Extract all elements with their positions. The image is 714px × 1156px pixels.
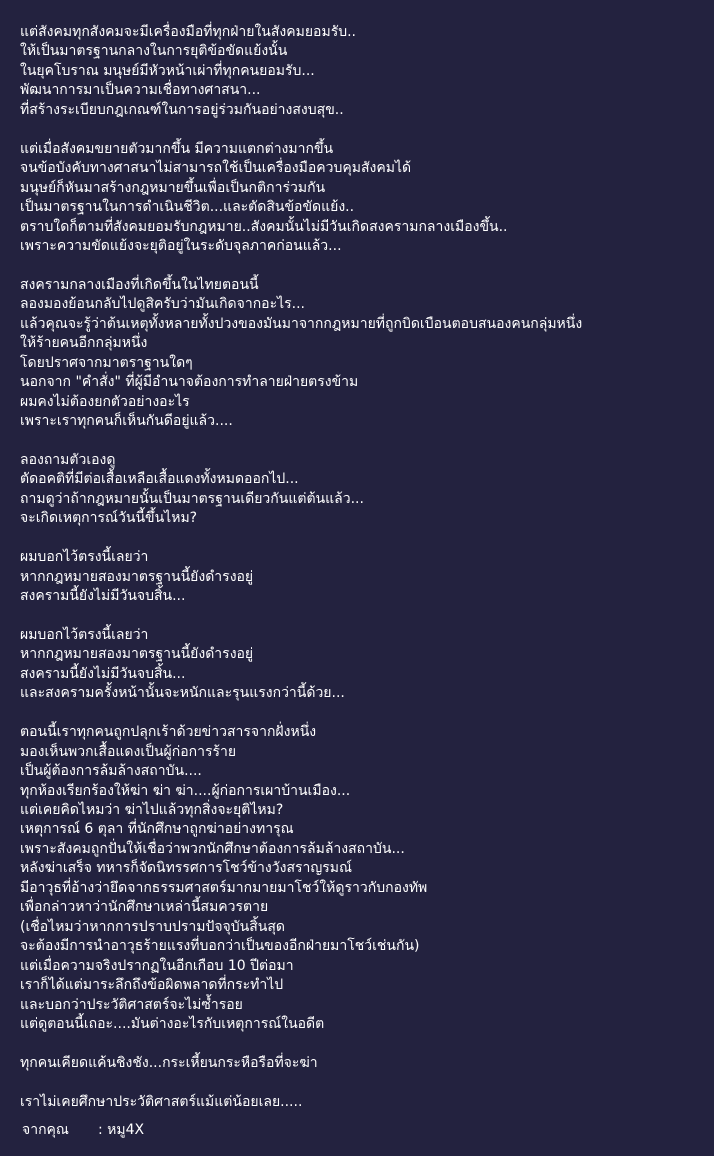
post-line: เป็นผู้ต้องการล้มล้างสถาบัน.... [20, 763, 202, 780]
post-signature [22, 1121, 144, 1140]
post-line: ทุกห้องเรียกร้องให้ฆ่า ฆ่า ฆ่า....ผู้ก่อการเผาบ้านเมือง... [20, 782, 351, 799]
post-line: มองเห็นพวกเสื้อแดงเป็นผู้ก่อการร้าย [20, 743, 237, 760]
post-line: จะต้องมีการนำอาวุธร้ายแรงที่บอกว่าเป็นของอีกฝ่ายมาโชว์เช่นกัน) [20, 938, 420, 955]
post-line: มนุษย์ก็หันมาสร้างกฎหมายขึ้นเพื่อเป็นกติการ่วมกัน [20, 179, 326, 196]
post-line: ตัดอคติที่มีต่อเสื้อเหลือเสื้อแดงทั้งหมดออกไป... [20, 471, 299, 488]
post-line: แต่ดูตอนนี้เถอะ....มันต่างอะไรกับเหตุการณ์ในอดีต [20, 1016, 325, 1033]
post-paragraph [20, 548, 705, 606]
post-line: ตอนนี้เราทุกคนถูกปลุกเร้าด้วยข่าวสารจากฝั่งหนึ่ง [20, 724, 317, 741]
post-line: และบอกว่าประวัติศาสตร์จะไม่ซ้ำรอย [20, 996, 243, 1013]
post-line: ผมบอกไว้ตรงนี้เลยว่า [20, 626, 149, 643]
post-line: จนข้อบังคับทางศาสนาไม่สามารถใช้เป็นเครื่องมือควบคุมสังคมได้ [20, 160, 412, 177]
post-line: และสงครามครั้งหน้านั้นจะหนักและรุนแรงกว่านี้ด้วย... [20, 685, 345, 702]
post-line: นอกจาก "คำสั่ง" ที่ผู้มีอำนาจต้องการทำลายฝ่ายตรงข้าม [20, 374, 359, 391]
post-body [20, 23, 705, 1132]
post-line: ตราบใดก็ตามที่สังคมยอมรับกฎหมาย..สังคมนั้นไม่มีวันเกิดสงครามกลางเมืองขึ้น.. [20, 218, 508, 235]
post-paragraph [20, 140, 705, 257]
post-line: แต่เมื่อสังคมขยายตัวมากขึ้น มีความแตกต่างมากขึ้น [20, 140, 334, 157]
post-line: หลังฆ่าเสร็จ ทหารก็จัดนิทรรศการโชว์ข้างวังสราญรมณ์ [20, 860, 353, 877]
post-line: ที่สร้างระเบียบกฎเกณฑ์ในการอยู่ร่วมกันอย่างสงบสุข.. [20, 101, 344, 118]
post-line: สงครามกลางเมืองที่เกิดขึ้นในไทยตอนนี้ [20, 276, 259, 293]
post-line: จะเกิดเหตุการณ์วันนี้ขึ้นไหม? [20, 510, 198, 527]
author-name: : หมู4X [98, 1122, 145, 1138]
post-paragraph [20, 276, 705, 432]
post-line: ทุกคนเคียดแค้นชิงชัง...กระเหี้ยนกระหือรือที่จะฆ่า [20, 1054, 318, 1071]
post-line: ลองมองย้อนกลับไปดูสิครับว่ามันเกิดจากอะไร... [20, 296, 306, 313]
post-line: สงครามนี้ยังไม่มีวันจบสิ้น... [20, 665, 186, 682]
post-paragraph [20, 723, 705, 1034]
post-paragraph [20, 451, 705, 529]
post-line: เหตุการณ์ 6 ตุลา ที่นักศึกษาถูกฆ่าอย่างทารุณ [20, 821, 294, 838]
post-line: เพราะเราทุกคนก็เห็นกันดีอยู่แล้ว.... [20, 413, 233, 430]
post-line: ลองถามตัวเองดู [20, 451, 116, 468]
post-line: ผมบอกไว้ตรงนี้เลยว่า [20, 549, 149, 566]
post-line: แล้วคุณจะรู้ว่าต้นเหตุทั้งหลายทั้งปวงของมันมาจากกฎหมายที่ถูกบิดเบือนตอบสนองคนกลุ่มหนึ่ง [20, 315, 583, 332]
post-line: หากกฎหมายสองมาตรฐานนี้ยังดำรงอยู่ [20, 568, 254, 585]
post-paragraph [20, 626, 705, 704]
author-label: จากคุณ [22, 1122, 69, 1138]
post-line: เป็นมาตรฐานในการดำเนินชีวิต...และตัดสินข้อขัดแย้ง.. [20, 199, 355, 216]
post-line: สงครามนี้ยังไม่มีวันจบสิ้น... [20, 588, 186, 605]
post-line: แต่เคยคิดไหมว่า ฆ่าไปแล้วทุกสิ่งจะยุติไหม? [20, 802, 284, 819]
post-line: เราไม่เคยศึกษาประวัติศาสตร์แม้แต่น้อยเลย..... [20, 1093, 303, 1110]
post-line: แต่สังคมทุกสังคมจะมีเครื่องมือที่ทุกฝ่ายในสังคมยอมรับ.. [20, 24, 356, 40]
post-line: เพราะความขัดแย้งจะยุติอยู่ในระดับจุลภาคก่อนแล้ว... [20, 237, 342, 254]
post-line: แต่เมื่อความจริงปรากฏในอีกเกือบ 10 ปีต่อมา [20, 957, 294, 974]
post-line: (เชื่อไหมว่าหากการปราบปรามปัจจุบันสิ้นสุด [20, 918, 285, 935]
post-line: เราก็ได้แต่มาระลึกถึงข้อผิดพลาดที่กระทำไป [20, 977, 284, 994]
post-line: หากกฎหมายสองมาตรฐานนี้ยังดำรงอยู่ [20, 646, 254, 663]
post-line: โดยปราศจากมาตราฐานใดๆ [20, 354, 193, 371]
post-line: เพราะสังคมถูกปั่นให้เชื่อว่าพวกนักศึกษาต้องการล้มล้างสถาบัน... [20, 840, 405, 857]
post-paragraph [20, 1054, 705, 1073]
post-line: ในยุคโบราณ มนุษย์มีหัวหน้าเผ่าที่ทุกคนยอมรับ... [20, 62, 315, 79]
post-line: ให้เป็นมาตรฐานกลางในการยุติข้อขัดแย้งนั้น [20, 43, 288, 60]
post-line: มีอาวุธที่อ้างว่ายึดจากธรรมศาสตร์มากมายมาโชว์ให้ดูราวกับกองทัพ [20, 879, 428, 896]
post-line: เพื่อกล่าวหาว่านักศึกษาเหล่านี้สมควรตาย [20, 899, 269, 916]
post-paragraph [20, 23, 705, 120]
post-line: พัฒนาการมาเป็นความเชื่อทางศาสนา... [20, 82, 261, 99]
post-line: ผมคงไม่ต้องยกตัวอย่างอะไร [20, 393, 190, 410]
post-line: ให้ร้ายคนอีกกลุ่มหนึ่ง [20, 335, 148, 352]
post-paragraph [20, 1093, 705, 1112]
post-line: ถามดูว่าถ้ากฎหมายนั้นเป็นมาตรฐานเดียวกันแต่ต้นแล้ว... [20, 490, 364, 507]
